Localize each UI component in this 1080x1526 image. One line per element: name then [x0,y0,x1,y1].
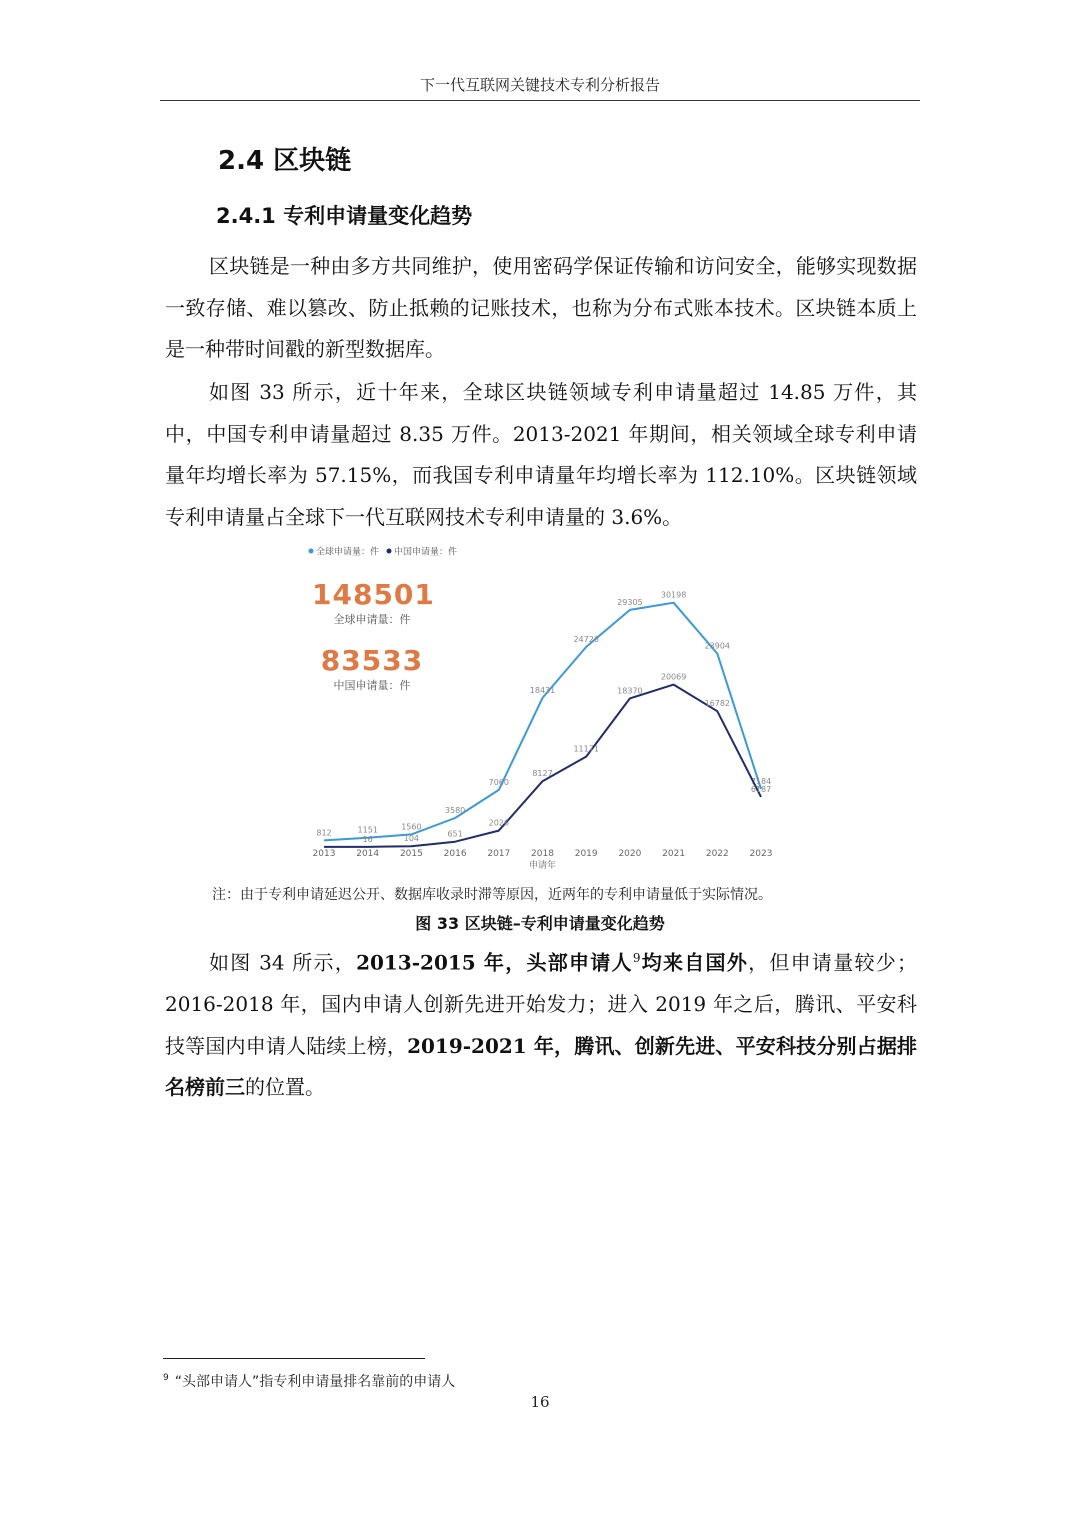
data-label: 7060 [488,777,509,787]
p3-bold-e: 2019-2021 年，腾讯、创新先进、平安科技分别占据排名榜前三 [165,1033,917,1100]
paragraph-top-applicants [165,938,917,1109]
footnote-rule [163,1358,425,1359]
series-line-0 [324,603,761,844]
running-header: 下一代互联网关键技术专利分析报告 [419,76,660,94]
data-label: 3580 [444,806,466,815]
data-label: 8127 [532,769,553,779]
china-kpi-label: 中国申请量：件 [333,679,411,692]
data-label: 18370 [617,686,643,696]
figure-note: 注：由于专利申请延迟公开、数据库收录时滞等原因，近两年的专利申请量低于实际情况。 [212,887,772,903]
data-label: 1560 [401,822,422,832]
global-kpi-value: 148501 [312,578,435,611]
legend-label-0: 全球申请量：件 [316,547,380,558]
data-label: 2026 [488,818,509,828]
x-tick-label: 2015 [399,849,423,859]
data-label: 651 [447,829,463,839]
data-label: 23904 [704,641,731,651]
x-tick-label: 2023 [749,849,773,859]
page-number: 16 [530,1393,550,1411]
data-label: 30198 [660,590,687,600]
x-tick-label: 2022 [705,849,729,859]
x-tick-label: 2017 [487,849,511,859]
data-label: 104 [403,834,420,844]
paragraph-application-trend: 如图 33 所示，近十年来，全球区块链领域专利申请量超过 14.85 万件，其中，中国专利申请量超过 8.35 万件。2013-2021 年期间，相关领域全球专利申请量年均增长率为 57.15%，而我国专利申请量年均增长率为 112.10%。区块链领域专利申请量占全球下一代互联网技术专利申请量的 3.6%。 [165,380,917,529]
data-label: 11171 [573,744,599,754]
paragraph-blockchain-definition: 区块链是一种由多方共同维护，使用密码学保证传输和访问安全，能够实现数据一致存储、难以篡改、防止抵赖的记账技术，也称为分布式账本技术。区块链本质上是一种带时间戳的新型数据库。 [165,254,917,361]
data-label: 6187 [750,784,772,794]
global-kpi-label: 全球申请量：件 [333,613,411,626]
x-tick-label: 2016 [443,849,467,859]
global-kpi [312,578,435,627]
data-label: 29305 [617,597,643,607]
x-axis-title: 申请年 [528,861,557,871]
x-tick-label: 2014 [356,849,380,859]
data-label: 7184 [750,776,772,786]
data-label: 18431 [529,685,556,695]
data-label: 16782 [704,699,731,709]
x-tick-label: 2019 [574,849,598,859]
legend-label-1: 中国申请量：件 [394,547,458,558]
data-label: 1151 [357,825,378,835]
patent-trend-chart [300,540,790,875]
data-label: 16 [362,834,373,844]
footnote [163,1371,455,1391]
footnote-ref[interactable]: 9 [632,951,641,965]
data-label: 20069 [660,672,687,682]
p3-text-d: ，但申请量较少；2016-2018 年，国内申请人创新先进开始发力；进入 2019 年之后，腾讯、平安科技等国内申请人陆续上榜， [165,950,918,1058]
china-kpi-value: 83533 [320,644,424,677]
data-label: 812 [316,828,332,838]
p3-bold-c: 均来自国外 [640,950,749,975]
series-line-1 [324,685,761,847]
p3-bold-b: 2013-2015 年，头部申请人 [356,950,633,975]
figure-caption: 图 33 区块链–专利申请量变化趋势 [415,914,665,933]
section-heading: 2.4 区块链 [218,146,352,176]
x-tick-label: 2013 [312,849,336,859]
header-rule [160,100,920,101]
data-label: 24726 [573,634,599,644]
x-tick-label: 2018 [531,849,554,859]
subsection-heading: 2.4.1 专利申请量变化趋势 [216,204,473,228]
legend-marker-0 [309,549,314,554]
x-tick-label: 2020 [618,849,642,859]
p3-text-a: 如图 34 所示， [209,950,357,975]
footnote-text: “头部申请人”指专利申请量排名靠前的申请人 [174,1374,456,1390]
footnote-marker: 9 [163,1373,169,1384]
china-kpi [312,644,432,693]
legend-marker-1 [387,549,392,554]
x-tick-label: 2021 [662,849,686,859]
p3-text-f: 的位置。 [245,1075,325,1100]
